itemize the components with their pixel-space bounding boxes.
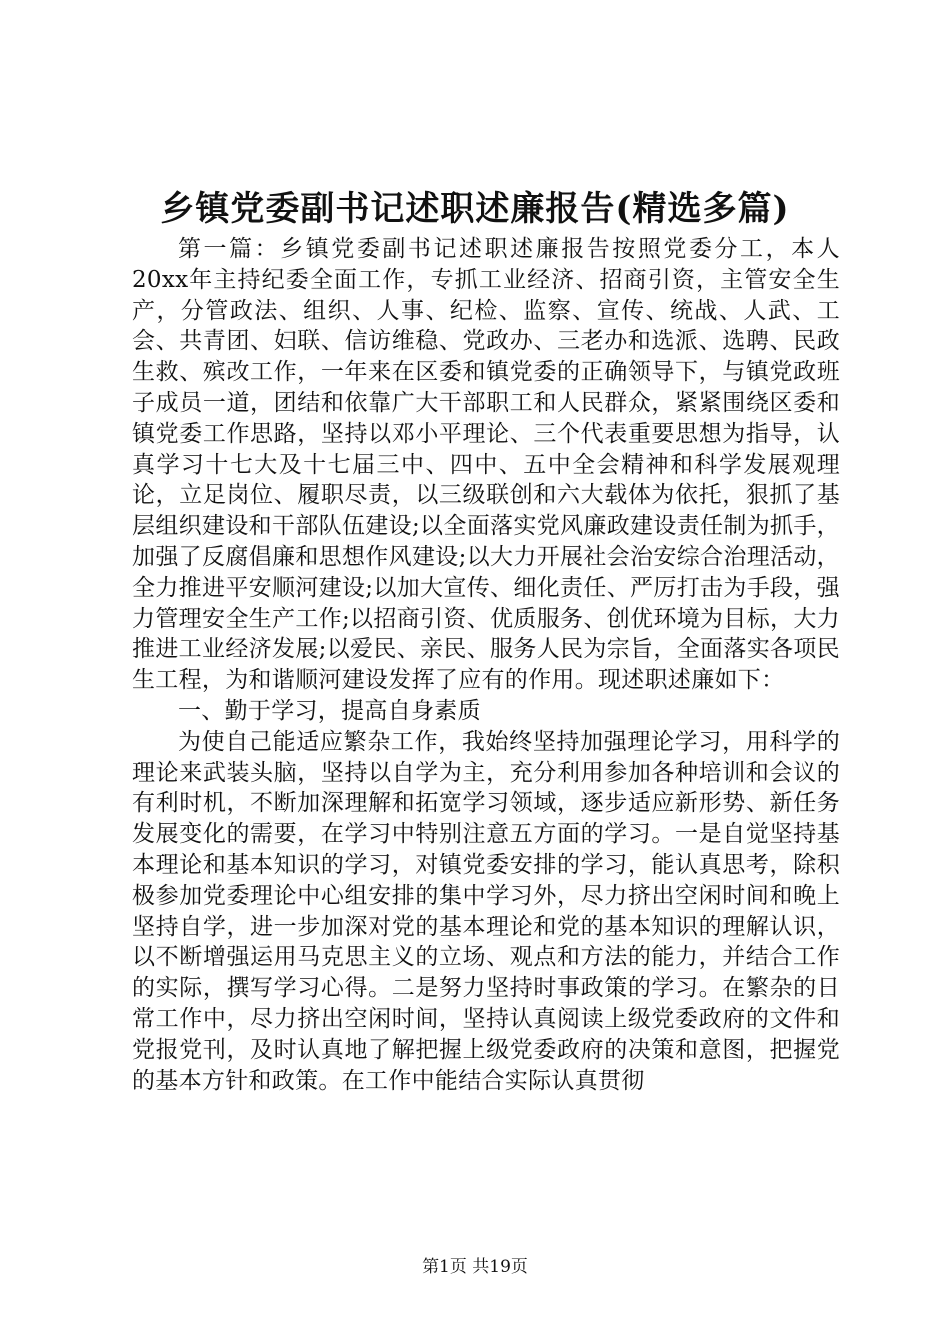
- document-title: 乡镇党委副书记述职述廉报告(精选多篇): [160, 189, 790, 229]
- paragraph-intro: 第一篇：乡镇党委副书记述职述廉报告按照党委分工，本人20xx年主持纪委全面工作，专抓工业经济、招商引资，主管安全生产，分管政法、组织、人事、纪检、监察、宣传、统战、人武、工会、共青团、妇联、信访维稳、党政办、三老办和选派、选聘、民政生救、殡改工作，一年来在区委和镇党委的正确领导下，与镇党政班子成员一道，团结和依靠广大干部职工和人民群众，紧紧围绕区委和镇党委工作思路，坚持以邓小平理论、三个代表重要思想为指导，认真学习十七大及十七届三中、四中、五中全会精神和科学发展观理论，立足岗位、履职尽责，以三级联创和六大载体为依托，狠抓了基层组织建设和干部队伍建设;以全面落实党风廉政建设责任制为抓手，加强了反腐倡廉和思想作风建设;以大力开展社会治安综合治理活动，全力推进平安顺河建设;以加大宣传、细化责任、严厉打击为手段，强力管理安全生产工作;以招商引资、优质服务、创优环境为目标，大力推进工业经济发展;以爱民、亲民、服务人民为宗旨，全面落实各项民生工程，为和谐顺河建设发挥了应有的作用。现述职述廉如下：: [132, 236, 840, 694]
- document-body: [132, 234, 840, 1096]
- paragraph-study: 为使自己能适应繁杂工作，我始终坚持加强理论学习，用科学的理论来武装头脑，坚持以自学为主，充分利用参加各种培训和会议的有利时机，不断加深理解和拓宽学习领域，逐步适应新形势、新任务发展变化的需要，在学习中特别注意五方面的学习。一是自觉坚持基本理论和基本知识的学习，对镇党委安排的学习，能认真思考，除积极参加党委理论中心组安排的集中学习外，尽力挤出空闲时间和晚上坚持自学，进一步加深对党的基本理论和党的基本知识的理解认识，以不断增强运用马克思主义的立场、观点和方法的能力，并结合工作的实际，撰写学习心得。二是努力坚持时事政策的学习。在繁杂的日常工作中，尽力挤出空闲时间，坚持认真阅读上级党委政府的文件和党报党刊，及时认真地了解把握上级党委政府的决策和意图，把握党的基本方针和政策。在工作中能结合实际认真贯彻: [132, 728, 840, 1094]
- page-number-footer: 第1页 共19页: [422, 1257, 528, 1277]
- section-heading: 一、勤于学习，提高自身素质: [178, 697, 481, 724]
